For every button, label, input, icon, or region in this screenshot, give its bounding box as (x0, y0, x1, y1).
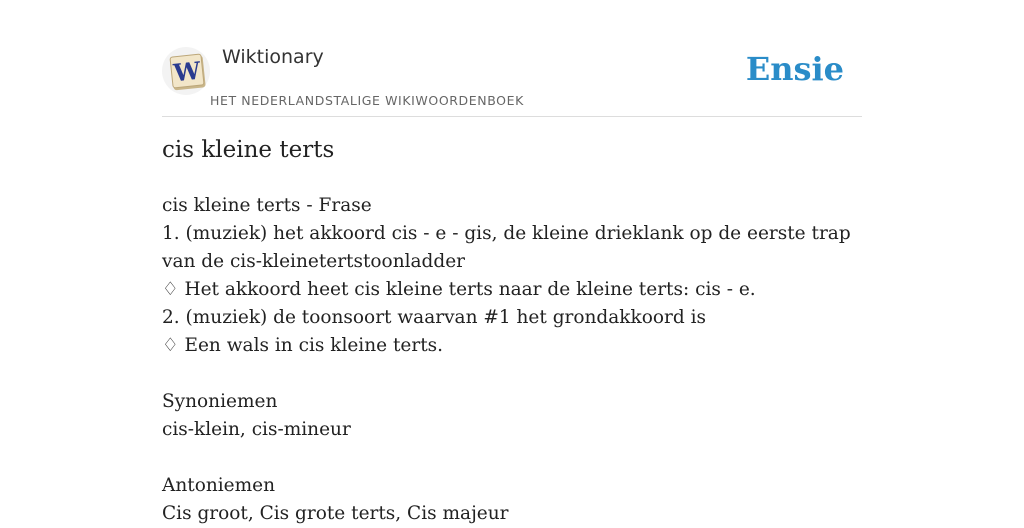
page-title: cis kleine terts (162, 137, 335, 163)
spacer (162, 360, 862, 388)
definition-1: 1. (muziek) het akkoord cis - e - gis, de kleine drieklank op de eerste trap van de cis-kleinetertstoonladder (162, 223, 851, 272)
definition-2-example: ♢ Een wals in cis kleine terts. (162, 335, 444, 356)
definition-2: 2. (muziek) de toonsoort waarvan #1 het grondakkoord is (162, 307, 706, 328)
ensie-brand-link[interactable]: Ensie (745, 50, 844, 88)
antonyms-label: Antoniemen (162, 475, 276, 496)
wiktionary-logo[interactable] (162, 47, 210, 95)
synonyms-list: cis-klein, cis-mineur (162, 419, 351, 440)
definition-1-example: ♢ Het akkoord heet cis kleine terts naar de kleine terts: cis - e. (162, 279, 756, 300)
site-tagline: HET NEDERLANDSTALIGE WIKIWOORDENBOEK (210, 93, 524, 108)
synonyms-label: Synoniemen (162, 391, 278, 412)
page (162, 0, 862, 524)
site-header (162, 0, 862, 117)
antonyms-list: Cis groot, Cis grote terts, Cis majeur (162, 503, 509, 524)
site-name[interactable]: Wiktionary (222, 46, 324, 68)
spacer (162, 444, 862, 472)
entry-heading-line: cis kleine terts - Frase (162, 195, 372, 216)
entry-content (162, 192, 862, 528)
wiktionary-logo-icon: W (169, 53, 204, 88)
